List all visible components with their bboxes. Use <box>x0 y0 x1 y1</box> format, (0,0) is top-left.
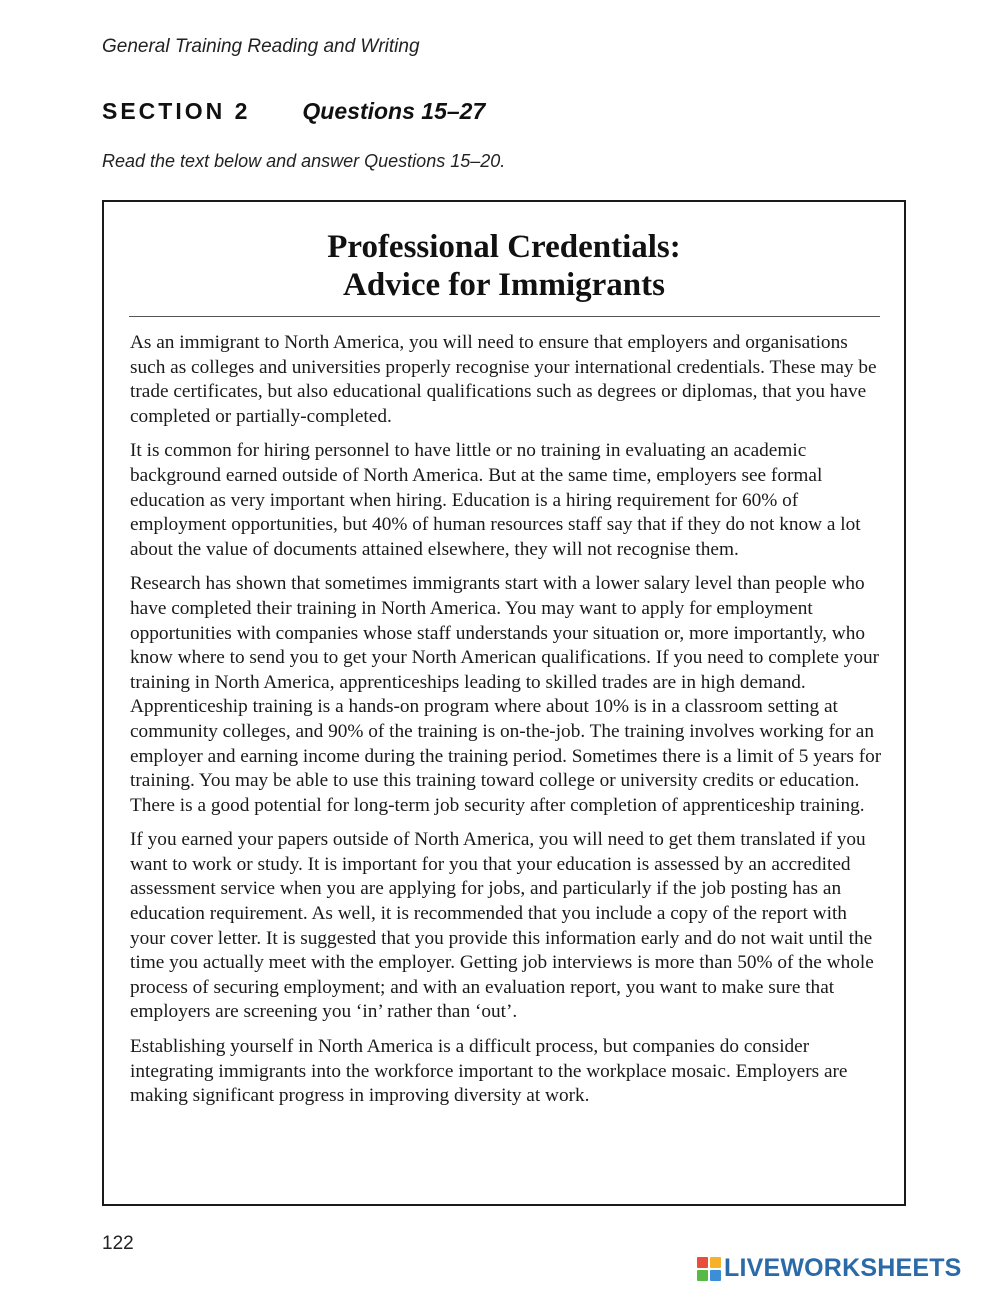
article-paragraph: It is common for hiring personnel to have little or no training in evaluating an academic background earned outside of North America. But at the same time, employers see formal education as very important when hiring. Education is a hiring requirement for 60% of employment opportunities, but 40% of human resources staff say that if they do not know a lot about the value of documents attained elsewhere, they will not recognise them. <box>130 440 861 560</box>
logo-tile <box>710 1257 721 1268</box>
article-paragraph: Research has shown that sometimes immigrants start with a lower salary level than people who have completed their training in North America. You may want to apply for employment opportunities with companies whose staff understands your situation or, more importantly, who know where to send you to get your North American qualifications. If you need to complete your training in North America, apprenticeships leading to skilled trades are in high demand. Apprenticeship training is a hands-on program where about 10% is in a classroom setting at community colleges, and 90% of the training is on-the-job. The training involves working for an employer and earning income during the training period. Sometimes there is a limit of 5 years for training. You may be able to use this training toward college or university credits or education. There is a good potential for long-term job security after completion of apprenticeship training. <box>130 573 882 816</box>
liveworksheets-logo[interactable] <box>697 1254 962 1283</box>
section-heading <box>102 98 485 125</box>
article-paragraph: As an immigrant to North America, you will need to ensure that employers and organisations such as colleges and universities properly recognise your international credentials. These may be trade certificates, but also educational qualifications such as degrees or diplomas, that you have completed or partially-completed. <box>130 332 877 427</box>
article-box <box>102 200 906 1206</box>
article-title-line-2: Advice for Immigrants <box>342 267 665 303</box>
page-number: 122 <box>102 1233 134 1254</box>
article-body <box>104 317 904 1109</box>
article-paragraph: If you earned your papers outside of North America, you will need to get them translated if you want to work or study. It is important for you that your education is assessed by an accredited assessment service when you are applying for jobs, and particularly if the job posting has an education requirement. As well, it is recommended that you include a copy of the report with your cover letter. It is suggested that you provide this information early and do not wait until the time you actually meet with the employer. Getting job interviews is more than 50% of the whole process of securing employment; and with an evaluation report, you want to make sure that employers are screening you ‘in’ rather than ‘out’. <box>130 829 874 1023</box>
reading-instruction: Read the text below and answer Questions 15–20. <box>102 151 506 171</box>
liveworksheets-logo-icon <box>697 1257 721 1281</box>
article-title-line-1: Professional Credentials: <box>327 229 681 265</box>
section-question-range: Questions 15–27 <box>302 98 486 124</box>
article-paragraph: Establishing yourself in North America is a difficult process, but companies do consider integrating immigrants into the workforce important to the workplace mosaic. Employers are making significant progress in improving diversity at work. <box>130 1036 848 1107</box>
article-title <box>104 228 904 304</box>
logo-tile <box>697 1257 708 1268</box>
logo-tile <box>710 1270 721 1281</box>
logo-tile <box>697 1270 708 1281</box>
liveworksheets-wordmark: LIVEWORKSHEETS <box>724 1254 962 1282</box>
section-label: SECTION 2 <box>102 98 251 124</box>
running-title: General Training Reading and Writing <box>102 36 420 57</box>
